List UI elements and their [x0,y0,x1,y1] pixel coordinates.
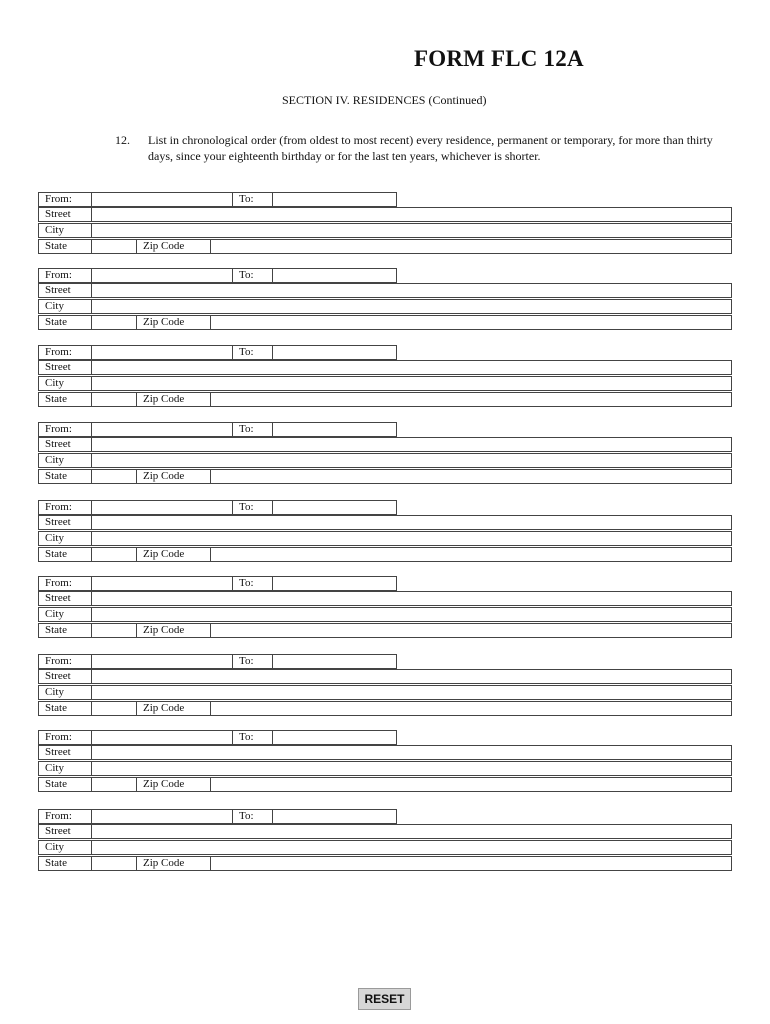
from-date-field[interactable] [91,577,232,590]
city-field[interactable] [91,224,731,237]
state-row [38,469,732,484]
city-row [38,223,732,238]
section-title: SECTION IV. RESIDENCES (Continued) [282,93,487,107]
state-row [38,315,732,330]
zip-code-field[interactable] [210,778,731,791]
zip-code-field[interactable] [210,702,731,715]
from-label: From: [45,269,72,281]
from-label: From: [45,810,72,822]
street-row [38,515,732,530]
street-field[interactable] [91,670,731,683]
to-date-field[interactable] [272,655,396,668]
to-date-field[interactable] [272,423,396,436]
street-field[interactable] [91,825,731,838]
street-label: Street [45,746,71,758]
state-field[interactable] [91,240,136,253]
residence-dates-row [38,730,397,745]
city-label: City [45,841,64,853]
from-date-field[interactable] [91,501,232,514]
to-label: To: [232,423,272,436]
city-label: City [45,454,64,466]
street-field[interactable] [91,438,731,451]
to-date-field[interactable] [272,501,396,514]
city-row [38,761,732,776]
state-field[interactable] [91,778,136,791]
city-field[interactable] [91,762,731,775]
state-label: State [45,857,67,869]
from-date-field[interactable] [91,269,232,282]
state-field[interactable] [91,624,136,637]
street-field[interactable] [91,208,731,221]
residence-dates-row [38,422,397,437]
city-label: City [45,608,64,620]
from-date-field[interactable] [91,346,232,359]
street-field[interactable] [91,746,731,759]
state-label: State [45,548,67,560]
from-date-field[interactable] [91,193,232,206]
street-label: Street [45,284,71,296]
item-number: 12. [115,133,130,147]
street-label: Street [45,361,71,373]
state-field[interactable] [91,857,136,870]
residence-dates-row [38,576,397,591]
state-field[interactable] [91,393,136,406]
state-label: State [45,470,67,482]
from-date-field[interactable] [91,423,232,436]
city-row [38,531,732,546]
state-label: State [45,702,67,714]
to-date-field[interactable] [272,193,396,206]
state-row [38,392,732,407]
state-label: State [45,240,67,252]
to-date-field[interactable] [272,810,396,823]
to-label: To: [232,193,272,206]
street-label: Street [45,208,71,220]
street-field[interactable] [91,516,731,529]
city-row [38,453,732,468]
zip-code-field[interactable] [210,316,731,329]
to-label: To: [232,501,272,514]
street-label: Street [45,670,71,682]
from-label: From: [45,655,72,667]
street-label: Street [45,825,71,837]
residence-dates-row [38,345,397,360]
zip-code-field[interactable] [210,857,731,870]
street-row [38,437,732,452]
city-row [38,685,732,700]
city-label: City [45,377,64,389]
street-row [38,591,732,606]
to-label: To: [232,655,272,668]
state-field[interactable] [91,316,136,329]
street-label: Street [45,438,71,450]
zip-code-label: Zip Code [136,778,210,791]
state-row [38,777,732,792]
state-label: State [45,778,67,790]
city-label: City [45,532,64,544]
zip-code-label: Zip Code [136,624,210,637]
to-date-field[interactable] [272,577,396,590]
city-field[interactable] [91,841,731,854]
residence-block [38,809,732,872]
street-row [38,283,732,298]
city-field[interactable] [91,608,731,621]
zip-code-label: Zip Code [136,316,210,329]
city-label: City [45,686,64,698]
from-label: From: [45,423,72,435]
from-date-field[interactable] [91,810,232,823]
residence-block [38,500,732,563]
residence-block [38,192,732,255]
to-label: To: [232,731,272,744]
from-label: From: [45,501,72,513]
street-row [38,745,732,760]
residence-block [38,730,732,793]
residence-dates-row [38,654,397,669]
zip-code-field[interactable] [210,393,731,406]
state-row [38,856,732,871]
to-label: To: [232,577,272,590]
city-row [38,376,732,391]
zip-code-field[interactable] [210,548,731,561]
from-date-field[interactable] [91,655,232,668]
to-label: To: [232,810,272,823]
city-row [38,607,732,622]
from-label: From: [45,731,72,743]
street-row [38,207,732,222]
street-label: Street [45,516,71,528]
instructions-text: List in chronological order (from oldest to most recent) every residence, permanent or temporary, for more than thirty days, since your eighteenth birthday or for the last ten years, whichever is shorter. [148,133,713,163]
to-date-field[interactable] [272,731,396,744]
to-date-field[interactable] [272,346,396,359]
form-title: FORM FLC 12A [414,46,584,71]
zip-code-label: Zip Code [136,702,210,715]
street-field[interactable] [91,361,731,374]
zip-code-label: Zip Code [136,470,210,483]
residence-block [38,422,732,485]
street-label: Street [45,592,71,604]
street-row [38,824,732,839]
state-row [38,547,732,562]
from-label: From: [45,346,72,358]
from-label: From: [45,193,72,205]
city-label: City [45,762,64,774]
city-label: City [45,224,64,236]
state-label: State [45,316,67,328]
from-label: From: [45,577,72,589]
state-label: State [45,624,67,636]
residence-dates-row [38,268,397,283]
zip-code-label: Zip Code [136,857,210,870]
street-field[interactable] [91,284,731,297]
to-label: To: [232,269,272,282]
state-label: State [45,393,67,405]
zip-code-label: Zip Code [136,240,210,253]
to-date-field[interactable] [272,269,396,282]
state-row [38,239,732,254]
city-field[interactable] [91,377,731,390]
residence-dates-row [38,192,397,207]
residence-block [38,654,732,717]
city-field[interactable] [91,300,731,313]
state-field[interactable] [91,470,136,483]
street-row [38,360,732,375]
city-field[interactable] [91,454,731,467]
zip-code-label: Zip Code [136,393,210,406]
city-field[interactable] [91,686,731,699]
city-field[interactable] [91,532,731,545]
state-row [38,701,732,716]
city-row [38,299,732,314]
zip-code-field[interactable] [210,470,731,483]
reset-button[interactable]: RESET [358,988,411,1010]
city-label: City [45,300,64,312]
zip-code-field[interactable] [210,240,731,253]
residence-dates-row [38,500,397,515]
state-row [38,623,732,638]
residence-block [38,576,732,639]
residence-block [38,345,732,408]
state-field[interactable] [91,548,136,561]
street-field[interactable] [91,592,731,605]
city-row [38,840,732,855]
residence-block [38,268,732,331]
zip-code-field[interactable] [210,624,731,637]
state-field[interactable] [91,702,136,715]
residence-dates-row [38,809,397,824]
street-row [38,669,732,684]
from-date-field[interactable] [91,731,232,744]
to-label: To: [232,346,272,359]
zip-code-label: Zip Code [136,548,210,561]
